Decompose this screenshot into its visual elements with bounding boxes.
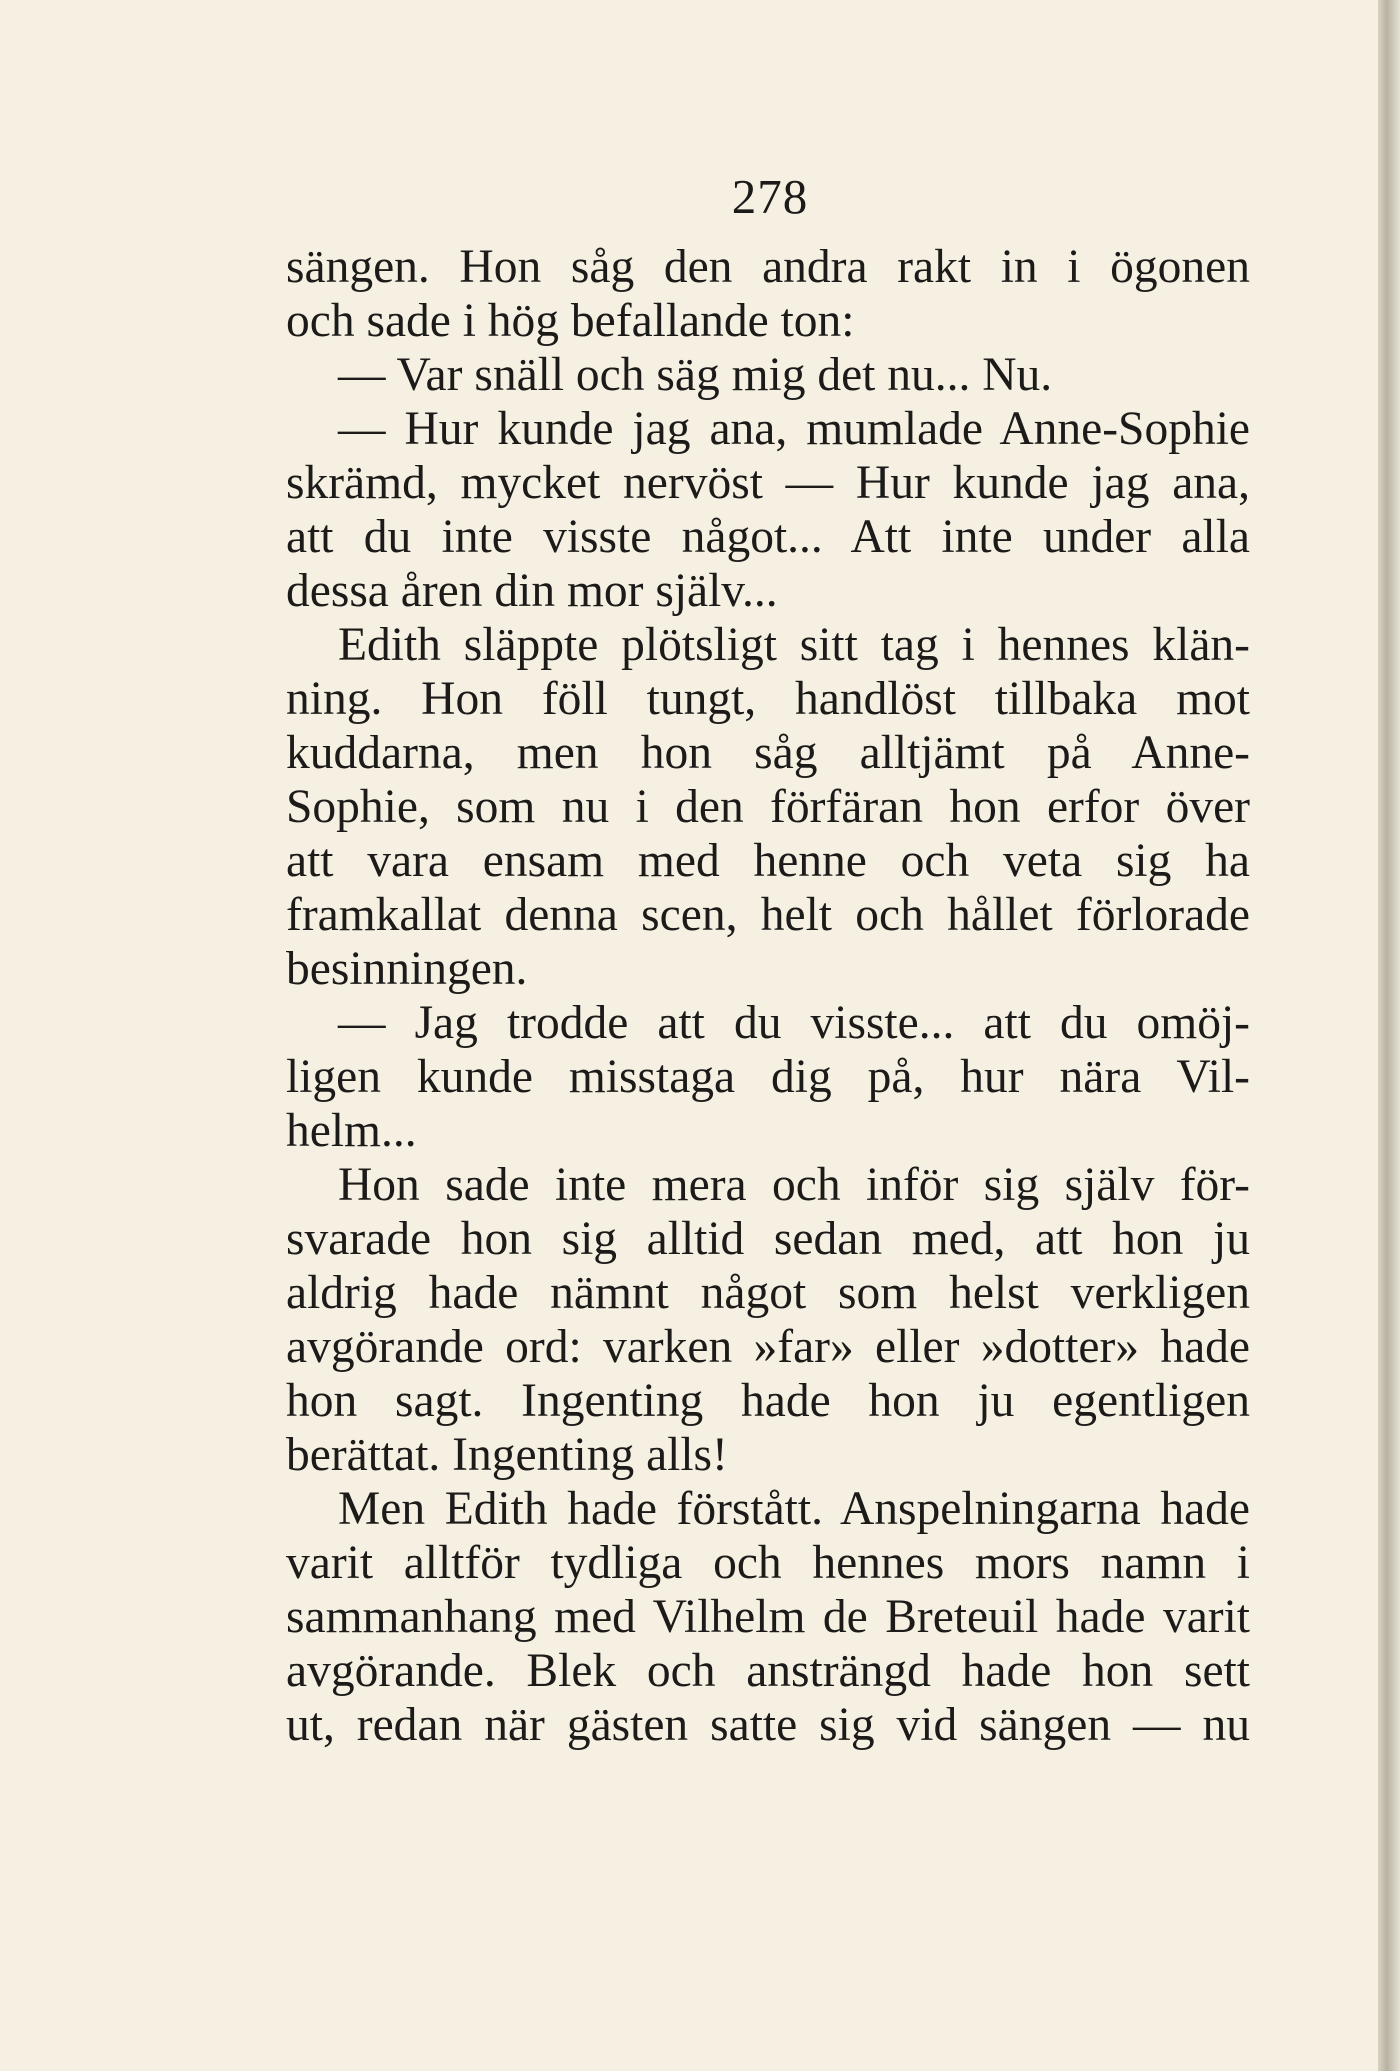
text-line: och sade i hög befallande ton: (286, 295, 855, 347)
text-line: sängen. Hon såg den andra rakt in i ögonen (286, 241, 1250, 293)
text-line: ligen kunde misstaga dig på, hur nära Vil- (286, 1051, 1250, 1103)
text-line: hon sagt. Ingenting hade hon ju egentligen (286, 1375, 1250, 1427)
text-line: Men Edith hade förstått. Anspelningarna hade (338, 1483, 1250, 1535)
text-line: kuddarna, men hon såg alltjämt på Anne- (286, 727, 1250, 779)
text-line: sammanhang med Vilhelm de Breteuil hade varit (286, 1591, 1250, 1643)
text-line: svarade hon sig alltid sedan med, att hon ju (286, 1213, 1250, 1265)
text-line: berättat. Ingenting alls! (286, 1429, 728, 1481)
text-line: att vara ensam med henne och veta sig ha (286, 835, 1250, 887)
text-line: — Jag trodde att du visste... att du omöj- (338, 997, 1250, 1049)
text-line: Sophie, som nu i den förfäran hon erfor över (286, 781, 1250, 833)
text-line: Edith släppte plötsligt sitt tag i hennes klän- (338, 619, 1250, 671)
text-line: ning. Hon föll tungt, handlöst tillbaka mot (286, 673, 1250, 725)
body-text (286, 240, 1250, 1752)
text-line: — Hur kunde jag ana, mumlade Anne-Sophie (338, 403, 1250, 455)
text-line: aldrig hade nämnt något som helst verkligen (286, 1267, 1250, 1319)
text-line: varit alltför tydliga och hennes mors namn i (286, 1537, 1250, 1589)
text-line: framkallat denna scen, helt och hållet förlorade (286, 889, 1250, 941)
text-line: Hon sade inte mera och inför sig själv för- (338, 1159, 1250, 1211)
text-line: — Var snäll och säg mig det nu... Nu. (338, 349, 1053, 401)
page-number: 278 (731, 169, 809, 224)
text-line: dessa åren din mor själv... (286, 565, 778, 617)
text-line: helm... (286, 1105, 417, 1157)
text-line: avgörande ord: varken »far» eller »dotter» hade (286, 1321, 1250, 1373)
text-line: ut, redan när gästen satte sig vid sängen — nu (286, 1699, 1250, 1751)
text-line: besinningen. (286, 943, 528, 995)
text-line: avgörande. Blek och ansträngd hade hon sett (286, 1645, 1250, 1697)
page-edge (1378, 0, 1400, 2071)
text-line: skrämd, mycket nervöst — Hur kunde jag ana, (286, 457, 1250, 509)
text-line: att du inte visste något... Att inte under alla (286, 511, 1250, 563)
